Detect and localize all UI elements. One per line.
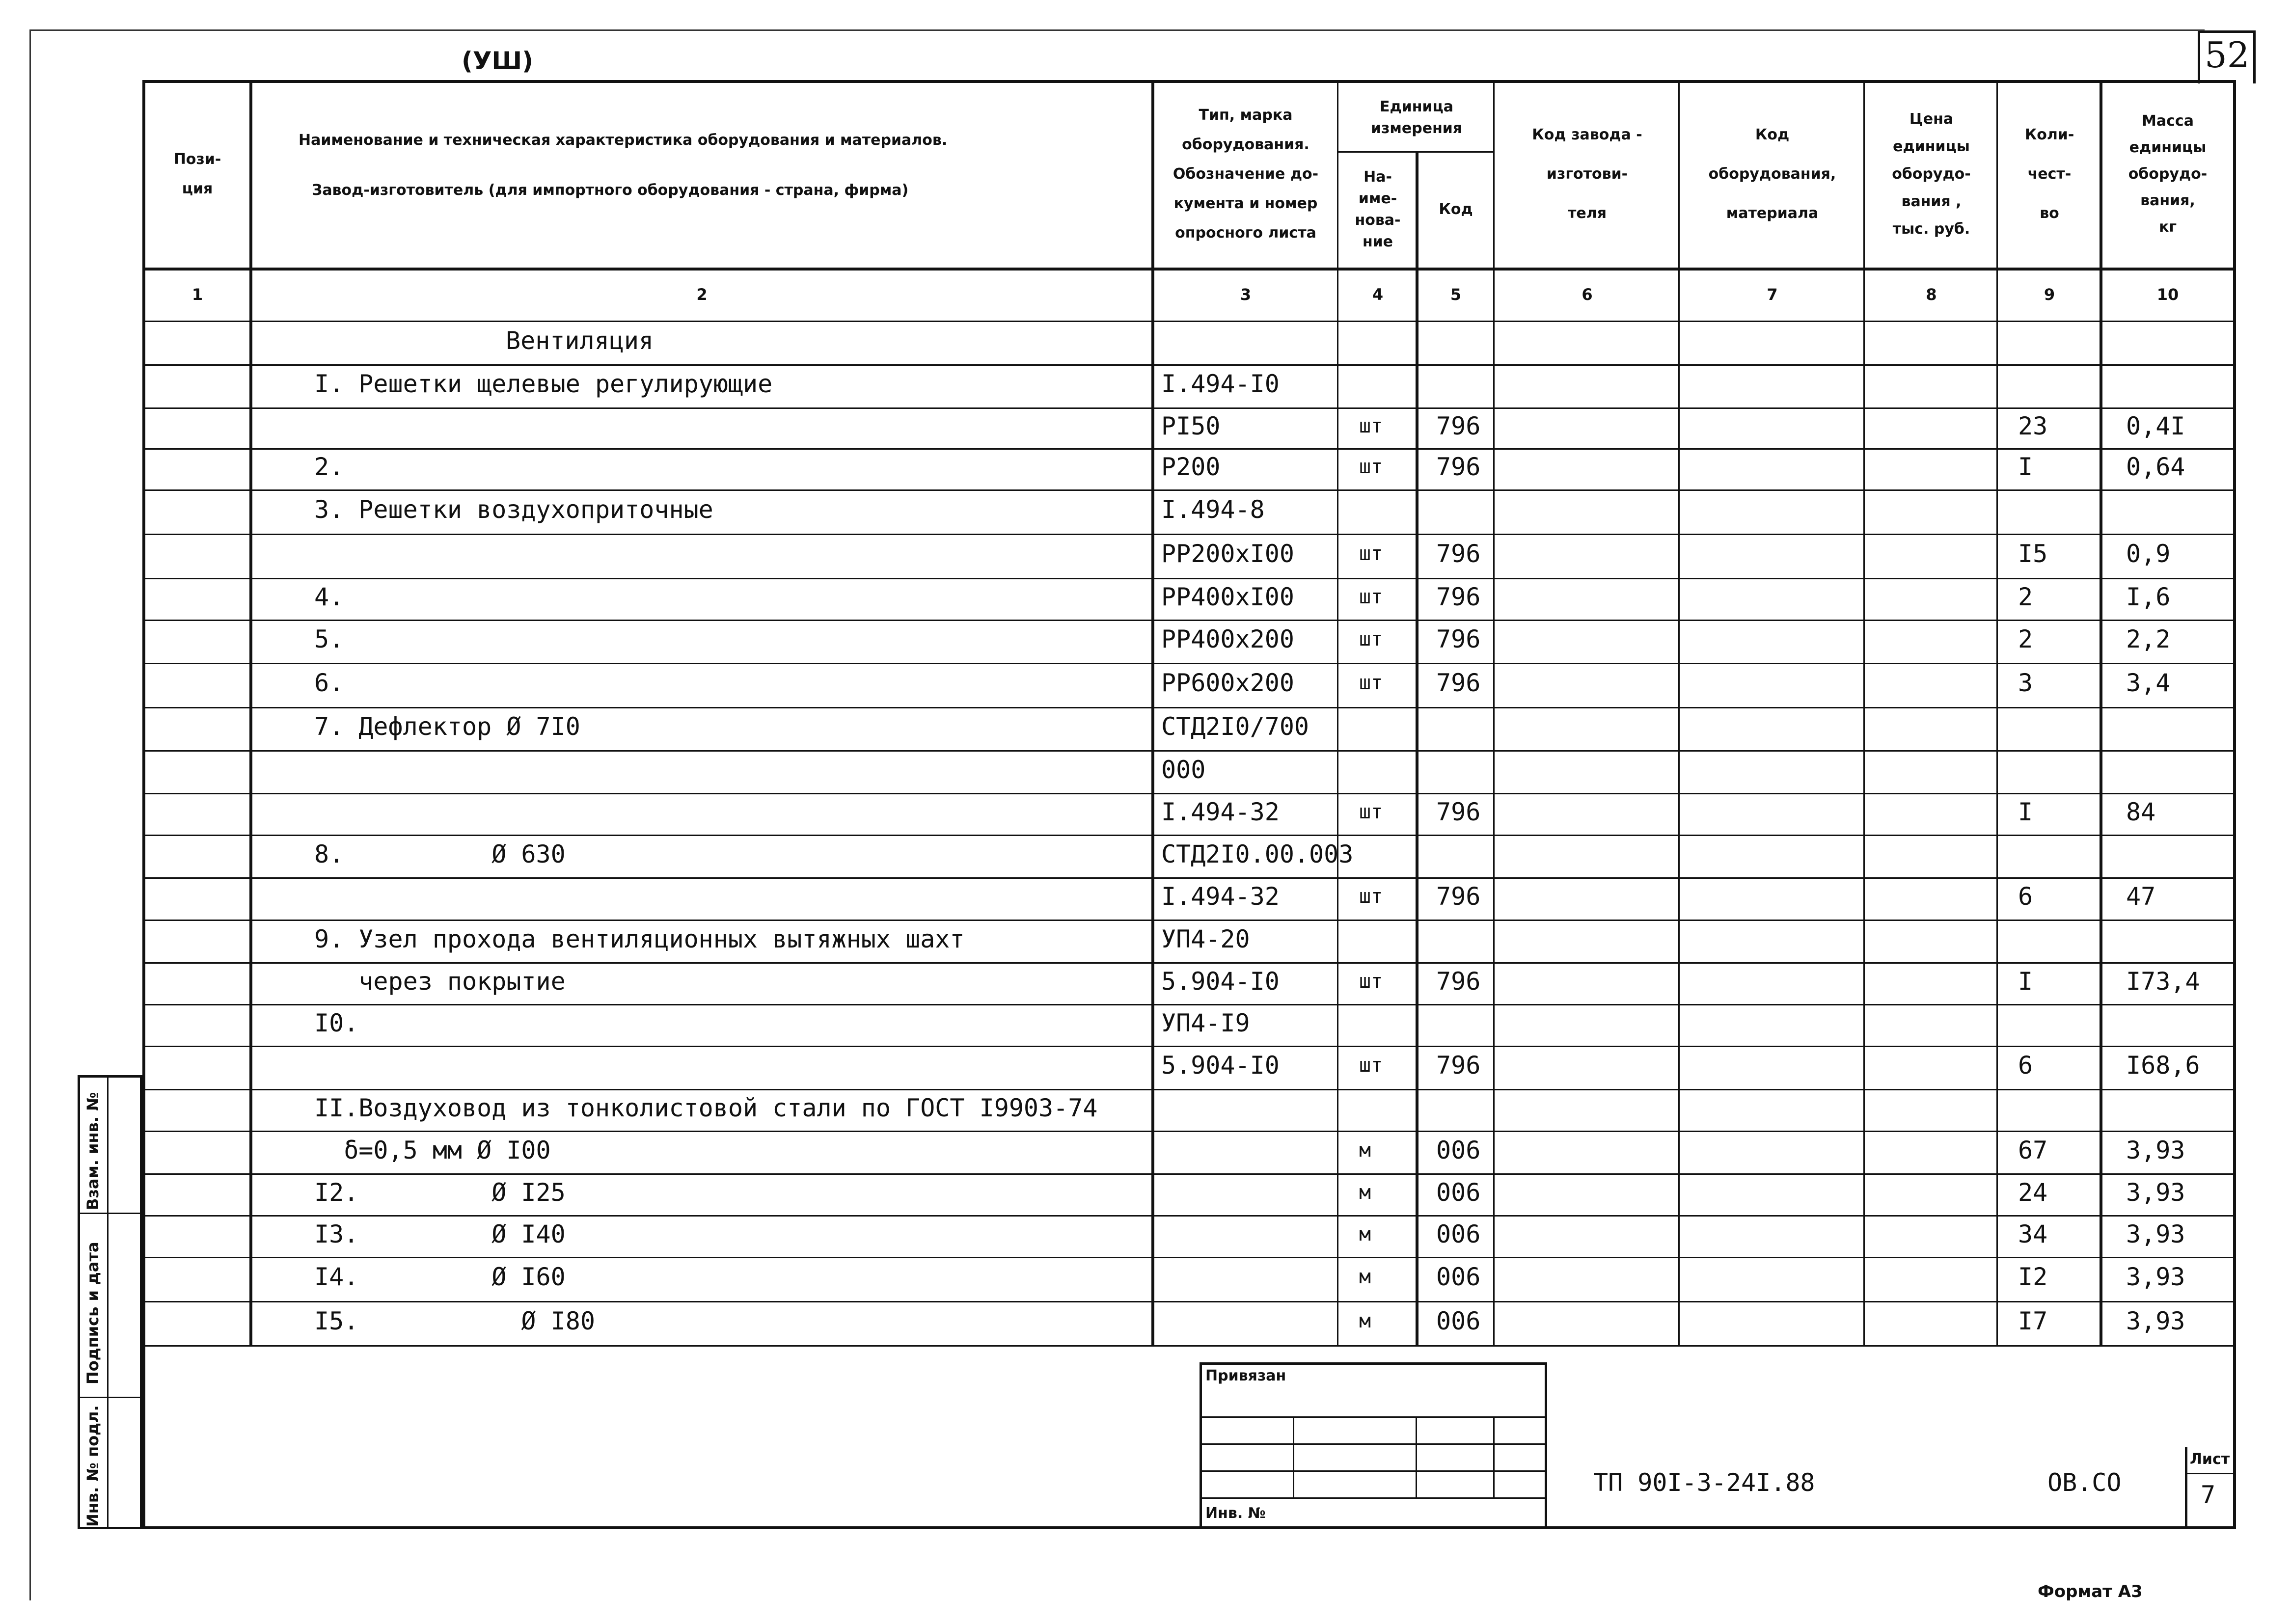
row-line (142, 407, 2236, 409)
column-number-1: 1 (191, 285, 203, 304)
cell-type: I.494-32 (1161, 882, 1280, 911)
colnum-bottom-line (142, 321, 2236, 322)
privyazan-line-3 (1200, 1470, 1547, 1472)
cell-unit: шт (1359, 585, 1383, 608)
row-line (142, 1215, 2236, 1217)
cell-mass: 84 (2126, 797, 2156, 826)
privyazan-label: Привязан (1205, 1367, 1286, 1384)
row-line (142, 962, 2236, 964)
row-line (142, 489, 2236, 491)
inv-no-label: Инв. № (1205, 1505, 1266, 1522)
cell-unit: шт (1359, 885, 1383, 908)
cell-name: 9. Узел прохода вентиляционных вытяжных шахт (314, 924, 965, 953)
side-stamp-podpis: Подпись и дата (83, 1242, 102, 1384)
privyazan-line-1 (1200, 1416, 1547, 1418)
header-price: Цена единицы оборудо- вания , тыс. руб. (1892, 110, 1971, 238)
privyazan-vline-2 (1416, 1416, 1417, 1497)
row-line (142, 707, 2236, 708)
header-mass: Масса единицы оборудо- вания, кг (2128, 112, 2208, 236)
cell-unit: м (1359, 1181, 1371, 1204)
row-line (142, 920, 2236, 921)
cell-quantity: I (2018, 797, 2033, 826)
cell-name: I4. Ø I60 (314, 1263, 566, 1291)
column-number-6: 6 (1582, 285, 1593, 304)
privyazan-box (1200, 1362, 1547, 1529)
privyazan-vline-3 (1493, 1416, 1495, 1497)
header-unit-name: На- име- нова- ние (1355, 168, 1401, 250)
cell-type: PP400xI00 (1161, 582, 1294, 611)
cell-unit-code: 796 (1436, 453, 1481, 481)
cell-mass: 3,93 (2126, 1219, 2185, 1248)
cell-quantity: 2 (2018, 625, 2033, 653)
cell-type: СТД2I0/700 (1161, 712, 1309, 741)
cell-quantity: I (2018, 967, 2033, 996)
cell-mass: 3,93 (2126, 1136, 2185, 1164)
cell-name: I0. (314, 1008, 359, 1037)
privyazan-line-4 (1200, 1497, 1547, 1499)
row-line (142, 620, 2236, 621)
cell-name: через покрытие (314, 967, 566, 996)
sheet-mark: (УШ) (462, 47, 534, 75)
side-stamp-inv-podl: Инв. № подл. (83, 1405, 102, 1527)
left-margin-line (29, 29, 31, 1600)
row-line (142, 1046, 2236, 1047)
privyazan-line-2 (1200, 1443, 1547, 1445)
column-number-2: 2 (696, 285, 708, 304)
side-stamp-line-2 (78, 1397, 142, 1398)
row-line (142, 877, 2236, 879)
header-unit-group: Единица измерения (1370, 98, 1463, 137)
cell-unit: м (1359, 1310, 1371, 1332)
page-number: 52 (2205, 34, 2250, 76)
cell-mass: I,6 (2126, 582, 2171, 611)
cell-name: δ=0,5 мм Ø I00 (314, 1136, 551, 1164)
column-number-8: 8 (1926, 285, 1937, 304)
column-number-9: 9 (2044, 285, 2055, 304)
cell-type: УП4-20 (1161, 924, 1250, 953)
cell-quantity: I2 (2018, 1263, 2048, 1291)
row-line (142, 835, 2236, 836)
cell-unit-code: 006 (1436, 1307, 1481, 1335)
cell-name: 8. Ø 630 (314, 839, 566, 868)
row-line (142, 1301, 2236, 1302)
doc-code: ТП 90I-3-24I.88 (1593, 1468, 1815, 1497)
col-line-3 (1337, 80, 1338, 1347)
cell-quantity: I7 (2018, 1307, 2048, 1335)
row-line (142, 1089, 2236, 1090)
cell-mass: 3,93 (2126, 1307, 2185, 1335)
cell-mass: 3,93 (2126, 1178, 2185, 1207)
cell-quantity: 3 (2018, 669, 2033, 697)
cell-unit: м (1359, 1266, 1371, 1288)
cell-unit-code: 006 (1436, 1136, 1481, 1164)
row-line (142, 364, 2236, 366)
cell-mass: 3,4 (2126, 669, 2171, 697)
cell-name: 6. (314, 669, 344, 697)
cell-unit: шт (1359, 414, 1383, 437)
cell-type: УП4-I9 (1161, 1008, 1250, 1037)
col-line-5 (1493, 80, 1495, 1347)
unit-split-line (1337, 151, 1493, 153)
cell-type: PP400x200 (1161, 625, 1294, 653)
column-number-7: 7 (1767, 285, 1778, 304)
col-line-4 (1416, 151, 1418, 1347)
cell-unit: шт (1359, 1054, 1383, 1077)
row-line (142, 1173, 2236, 1175)
cell-unit-code: 796 (1436, 882, 1481, 911)
side-stamp-line-1 (78, 1213, 142, 1214)
cell-unit-code: 006 (1436, 1219, 1481, 1248)
list-value: 7 (2201, 1481, 2216, 1509)
cell-name: 4. (314, 582, 344, 611)
cell-name: I5. Ø I80 (314, 1307, 595, 1335)
cell-name: I. Решетки щелевые регулирующие (314, 370, 773, 398)
col-line-6 (1678, 80, 1680, 1347)
cell-name: I3. Ø I40 (314, 1219, 566, 1248)
cell-unit: шт (1359, 970, 1383, 993)
cell-mass: 0,9 (2126, 540, 2171, 568)
cell-quantity: 6 (2018, 882, 2033, 911)
cell-mass: 47 (2126, 882, 2156, 911)
cell-quantity: 67 (2018, 1136, 2048, 1164)
cell-type: I.494-8 (1161, 495, 1265, 524)
cell-unit-code: 796 (1436, 540, 1481, 568)
column-number-5: 5 (1450, 285, 1462, 304)
cell-name: 7. Дефлектор Ø 7I0 (314, 712, 580, 741)
cell-unit: шт (1359, 542, 1383, 565)
header-equipment-code: Код оборудования, материала (1708, 126, 1836, 222)
cell-type: I.494-32 (1161, 797, 1280, 826)
cell-unit-code: 796 (1436, 967, 1481, 996)
col-line-1 (249, 80, 252, 1347)
header-bottom-line (142, 268, 2236, 271)
cell-mass: 3,93 (2126, 1263, 2185, 1291)
cell-unit: шт (1359, 800, 1383, 823)
column-number-4: 4 (1372, 285, 1384, 304)
header-name-line1: Наименование и техническая характеристика оборудования и материалов. (299, 132, 948, 149)
cell-type: PP600x200 (1161, 669, 1294, 697)
cell-unit: шт (1359, 628, 1383, 650)
cell-quantity: 2 (2018, 582, 2033, 611)
col-line-2 (1151, 80, 1154, 1347)
cell-mass: 0,64 (2126, 453, 2185, 481)
row-line (142, 750, 2236, 752)
cell-mass: 2,2 (2126, 625, 2171, 653)
row-line (142, 448, 2236, 450)
cell-unit-code: 006 (1436, 1178, 1481, 1207)
cell-type: PP200xI00 (1161, 540, 1294, 568)
cell-type: P200 (1161, 453, 1221, 481)
header-type: Тип, марка оборудования. Обозначение до- кумента и номер опросного листа (1173, 107, 1319, 242)
cell-quantity: 23 (2018, 411, 2048, 440)
cell-name: I2. Ø I25 (314, 1178, 566, 1207)
privyazan-vline-1 (1293, 1416, 1294, 1497)
cell-unit-code: 796 (1436, 1051, 1481, 1080)
row-line (142, 793, 2236, 794)
list-label: Лист (2190, 1451, 2230, 1468)
cell-unit-code: 796 (1436, 582, 1481, 611)
section-code: ОВ.СО (2047, 1468, 2122, 1497)
column-number-3: 3 (1240, 285, 1252, 304)
table-body-bottom-line (142, 1345, 2236, 1347)
row-line (142, 578, 2236, 579)
cell-name: II.Воздуховод из тонколистовой стали по ГОСТ I9903-74 (314, 1093, 1098, 1122)
side-stamp-vzam: Взам. инв. № (83, 1092, 102, 1210)
cell-unit-code: 796 (1436, 669, 1481, 697)
cell-mass: 0,4I (2126, 411, 2185, 440)
cell-name: 3. Решетки воздухоприточные (314, 495, 713, 524)
cell-type: 5.904-I0 (1161, 1051, 1280, 1080)
row-line (142, 1257, 2236, 1258)
cell-quantity: I5 (2018, 540, 2048, 568)
cell-unit: м (1359, 1138, 1371, 1162)
cell-mass: I73,4 (2126, 967, 2200, 996)
row-line (142, 1131, 2236, 1132)
cell-name: Вентиляция (506, 326, 654, 355)
cell-unit: шт (1359, 456, 1383, 478)
list-box-line (2185, 1473, 2236, 1474)
header-unit-code: Код (1439, 201, 1473, 218)
cell-mass: I68,6 (2126, 1051, 2200, 1080)
cell-unit-code: 006 (1436, 1263, 1481, 1291)
cell-type: СТД2I0.00.003 (1161, 839, 1354, 868)
row-line (142, 534, 2236, 535)
cell-quantity: I (2018, 453, 2033, 481)
cell-name: 5. (314, 625, 344, 653)
header-position: Пози- ция (173, 151, 221, 197)
header-factory-code: Код завода - изготови- теля (1532, 126, 1642, 222)
side-stamp-divider (107, 1075, 109, 1529)
cell-name: 2. (314, 453, 344, 481)
cell-type: 5.904-I0 (1161, 967, 1280, 996)
column-number-10: 10 (2156, 285, 2179, 304)
cell-type: PI50 (1161, 411, 1221, 440)
cell-type: I.494-I0 (1161, 370, 1280, 398)
cell-unit-code: 796 (1436, 797, 1481, 826)
col-line-7 (1863, 80, 1865, 1347)
cell-type: 000 (1161, 755, 1206, 784)
cell-quantity: 6 (2018, 1051, 2033, 1080)
row-line (142, 1004, 2236, 1005)
cell-unit-code: 796 (1436, 411, 1481, 440)
header-name-line2: Завод-изготовитель (для импортного оборудования - страна, фирма) (312, 182, 909, 199)
format-label: Формат А3 (2038, 1582, 2143, 1601)
row-line (142, 663, 2236, 664)
cell-quantity: 24 (2018, 1178, 2048, 1207)
cell-unit-code: 796 (1436, 625, 1481, 653)
cell-quantity: 34 (2018, 1219, 2048, 1248)
top-margin-line (29, 29, 2205, 31)
cell-unit: шт (1359, 672, 1383, 694)
col-line-9 (2100, 80, 2102, 1347)
cell-unit: м (1359, 1222, 1371, 1245)
col-line-8 (1996, 80, 1998, 1347)
header-quantity: Коли- чест- во (2024, 126, 2074, 222)
